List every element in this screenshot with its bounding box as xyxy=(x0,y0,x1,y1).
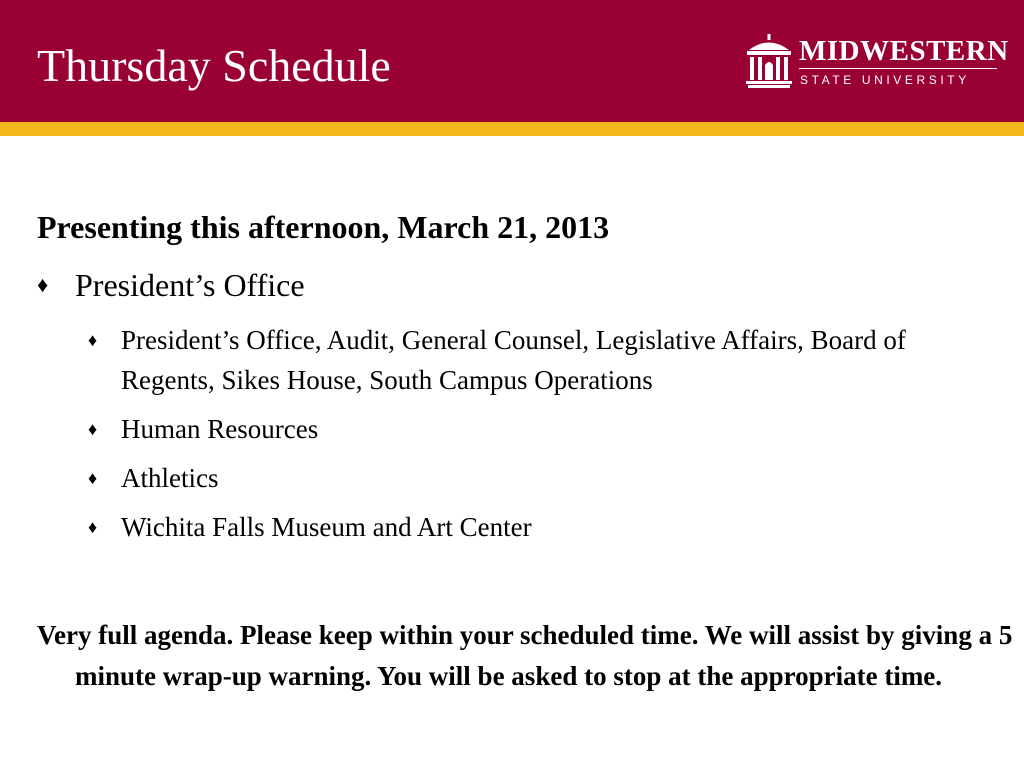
logo-wordmark: MIDWESTERN xyxy=(799,35,1009,67)
diamond-bullet-icon: ♦ xyxy=(88,517,98,537)
sub-bullet-text: President’s Office, Audit, General Counsel, Legislative Affairs, Board of Regents, Sikes House, South Campus Operations xyxy=(121,325,906,395)
logo-subtitle: STATE UNIVERSITY xyxy=(800,73,970,87)
diamond-bullet-icon: ♦ xyxy=(37,272,49,297)
sub-bullet-text: Athletics xyxy=(121,463,219,493)
sub-bullet-text: Human Resources xyxy=(121,414,319,444)
diamond-bullet-icon: ♦ xyxy=(88,330,98,350)
sub-bullet-text: Wichita Falls Museum and Art Center xyxy=(121,512,532,542)
slide-title: Thursday Schedule xyxy=(37,40,391,91)
agenda-note: Very full agenda. Please keep within your scheduled time. We will assist by giving a 5 minute wrap-up warning. You will be asked to stop at the appropriate time. xyxy=(37,620,1013,691)
bullet-label: President’s Office xyxy=(75,267,305,303)
diamond-bullet-icon: ♦ xyxy=(88,419,98,439)
diamond-bullet-icon: ♦ xyxy=(88,468,98,488)
section-heading: Presenting this afternoon, March 21, 2013 xyxy=(37,209,610,245)
